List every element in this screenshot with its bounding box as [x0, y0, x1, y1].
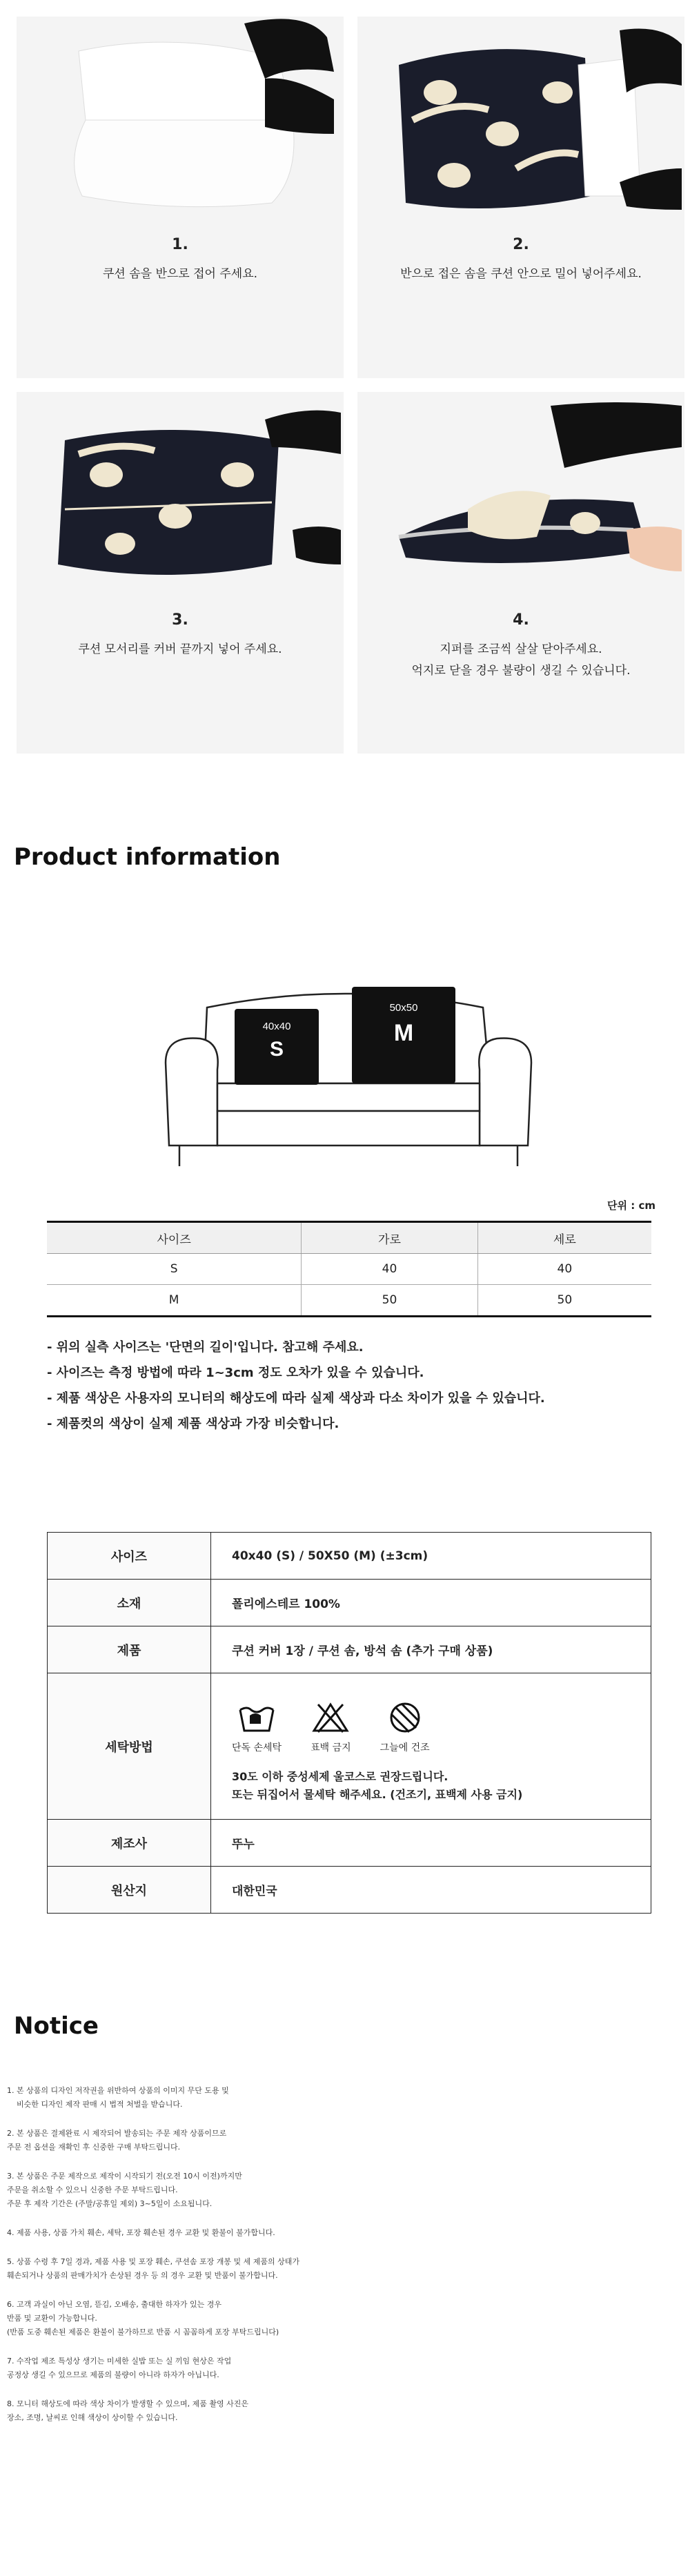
wash-value — [211, 1673, 651, 1820]
list-item: 4. 제품 사용, 상품 가치 훼손, 세탁, 포장 훼손된 경우 교환 및 환불이 불가합니다. — [7, 2228, 275, 2237]
no-bleach-icon: 표백 금지 — [310, 1700, 351, 1754]
cushion-m-letter: M — [393, 1020, 414, 1046]
zipper-close-image — [357, 392, 684, 592]
step-card-4 — [357, 392, 684, 754]
origin-value: 대한민국 — [211, 1867, 651, 1914]
maker-label: 제조사 — [48, 1820, 211, 1867]
step-card-3 — [17, 392, 344, 754]
material-label: 소재 — [48, 1580, 211, 1626]
wash-note-2: 또는 뒤집어서 물세탁 해주세요. (건조기, 표백제 사용 금지) — [232, 1787, 523, 1801]
size-notes: - 위의 실측 사이즈는 '단면의 길이'입니다. 참고해 주세요. - 사이즈는 측정 방법에 따라 1~3cm 정도 오차가 있을 수 있습니다. - 제품 색상은 사용자의 모니터의 해상도에 따라 실제 색상과 다소 차이가 있을 수 있습니다. - 제품컷의 색상이 실제 제품 색상과 가장 비슷합니다. — [47, 1340, 545, 1431]
sofa-illustration — [152, 980, 545, 1180]
cushion-m-size: 50x50 — [389, 1002, 418, 1014]
material-value: 폴리에스테르 100% — [211, 1580, 651, 1626]
step-number: 3. — [172, 611, 188, 629]
step-text: 쿠션 모서리를 커버 끝까지 넣어 주세요. — [78, 642, 282, 656]
step-text: 쿠션 솜을 반으로 접어 주세요. — [102, 267, 258, 281]
step-number: 4. — [513, 611, 529, 629]
height-header: 세로 — [477, 1222, 651, 1254]
step-number: 2. — [513, 236, 529, 253]
unit-label: 단위 : cm — [607, 1199, 656, 1212]
step-card-2 — [357, 17, 684, 378]
list-item: 5. 상품 수령 후 7일 경과, 제품 사용 및 포장 훼손, 쿠션솜 포장 개봉 및 세 제품의 상태가 훼손되거나 상품의 판매가치가 손상된 경우 등 의 경우 교환 및 반품이 불가합니다. — [7, 2257, 299, 2280]
step-card-1 — [17, 17, 344, 378]
size-label: 사이즈 — [48, 1533, 211, 1580]
maker-value: 뚜누 — [211, 1820, 651, 1867]
list-item: 6. 고객 과실이 아닌 오염, 뜯김, 오배송, 출대한 하자가 있는 경우 반품 및 교환이 가능합니다. (반품 도중 훼손된 제품은 환불이 불가하므로 반품 시 꼼꼼하게 포장 부탁드립니다) — [7, 2300, 279, 2337]
size-value: 40x40 (S) / 50X50 (M) (±3cm) — [211, 1533, 651, 1580]
list-item: 7. 수작업 제조 특성상 생기는 미세한 실밥 또는 실 끼임 현상은 작업 공정상 생길 수 있으므로 제품의 불량이 아니라 하자가 아닙니다. — [7, 2357, 232, 2379]
spec-table — [47, 1532, 651, 1914]
list-item: 2. 본 상품은 결제완료 시 제작되어 발송되는 주문 제작 상품이므로 주문 전 옵션을 재확인 후 신중한 구매 부탁드립니다. — [7, 2129, 227, 2152]
origin-label: 원산지 — [48, 1867, 211, 1914]
pillow-insert-image — [357, 17, 684, 217]
list-item: 3. 본 상품은 주문 제작으로 제작이 시작되기 전(오전 10시 이전)까지만 주문을 취소할 수 있으니 신중한 주문 부탁드립니다. 주문 후 제작 기간은 (주말/공휴일 제외) 3~5일이 소요됩니다. — [7, 2172, 242, 2208]
step-number: 1. — [172, 236, 188, 253]
step-text: 지퍼를 조금씩 살살 닫아주세요. 억지로 닫을 경우 불량이 생길 수 있습니다. — [411, 642, 631, 678]
corner-fill-image — [17, 392, 344, 592]
table-row: M 50 50 — [47, 1285, 651, 1317]
wash-note-1: 30도 이하 중성세제 울코스로 권장드립니다. — [232, 1769, 448, 1783]
size-header: 사이즈 — [47, 1222, 302, 1254]
size-table — [47, 1221, 651, 1317]
product-value: 쿠션 커버 1장 / 쿠션 솜, 방석 솜 (추가 구매 상품) — [211, 1626, 651, 1673]
table-row: S 40 40 — [47, 1254, 651, 1285]
width-header: 가로 — [302, 1222, 477, 1254]
step-text: 반으로 접은 솜을 쿠션 안으로 밀어 넣어주세요. — [400, 267, 642, 281]
notice-list — [7, 2084, 490, 2440]
product-info-title: Product information — [14, 843, 281, 871]
hand-wash-icon: 단독 손세탁 — [232, 1700, 282, 1754]
cushion-s-letter: S — [269, 1038, 284, 1061]
pillow-folded-image — [17, 17, 344, 217]
list-item: 8. 모니터 해상도에 따라 색상 차이가 발생할 수 있으며, 제품 촬영 사진은 장소, 조명, 날씨로 인해 색상이 상이할 수 있습니다. — [7, 2399, 248, 2422]
shade-dry-icon: 그늘에 건조 — [380, 1700, 430, 1754]
product-label: 제품 — [48, 1626, 211, 1673]
cushion-s-size: 40x40 — [262, 1021, 291, 1032]
list-item: 1. 본 상품의 디자인 저작권을 위반하여 상품의 이미지 무단 도용 및 비슷한 디자인 제작 판매 시 법적 처벌을 받습니다. — [7, 2086, 229, 2109]
wash-label: 세탁방법 — [48, 1673, 211, 1820]
notice-title: Notice — [14, 2012, 99, 2040]
